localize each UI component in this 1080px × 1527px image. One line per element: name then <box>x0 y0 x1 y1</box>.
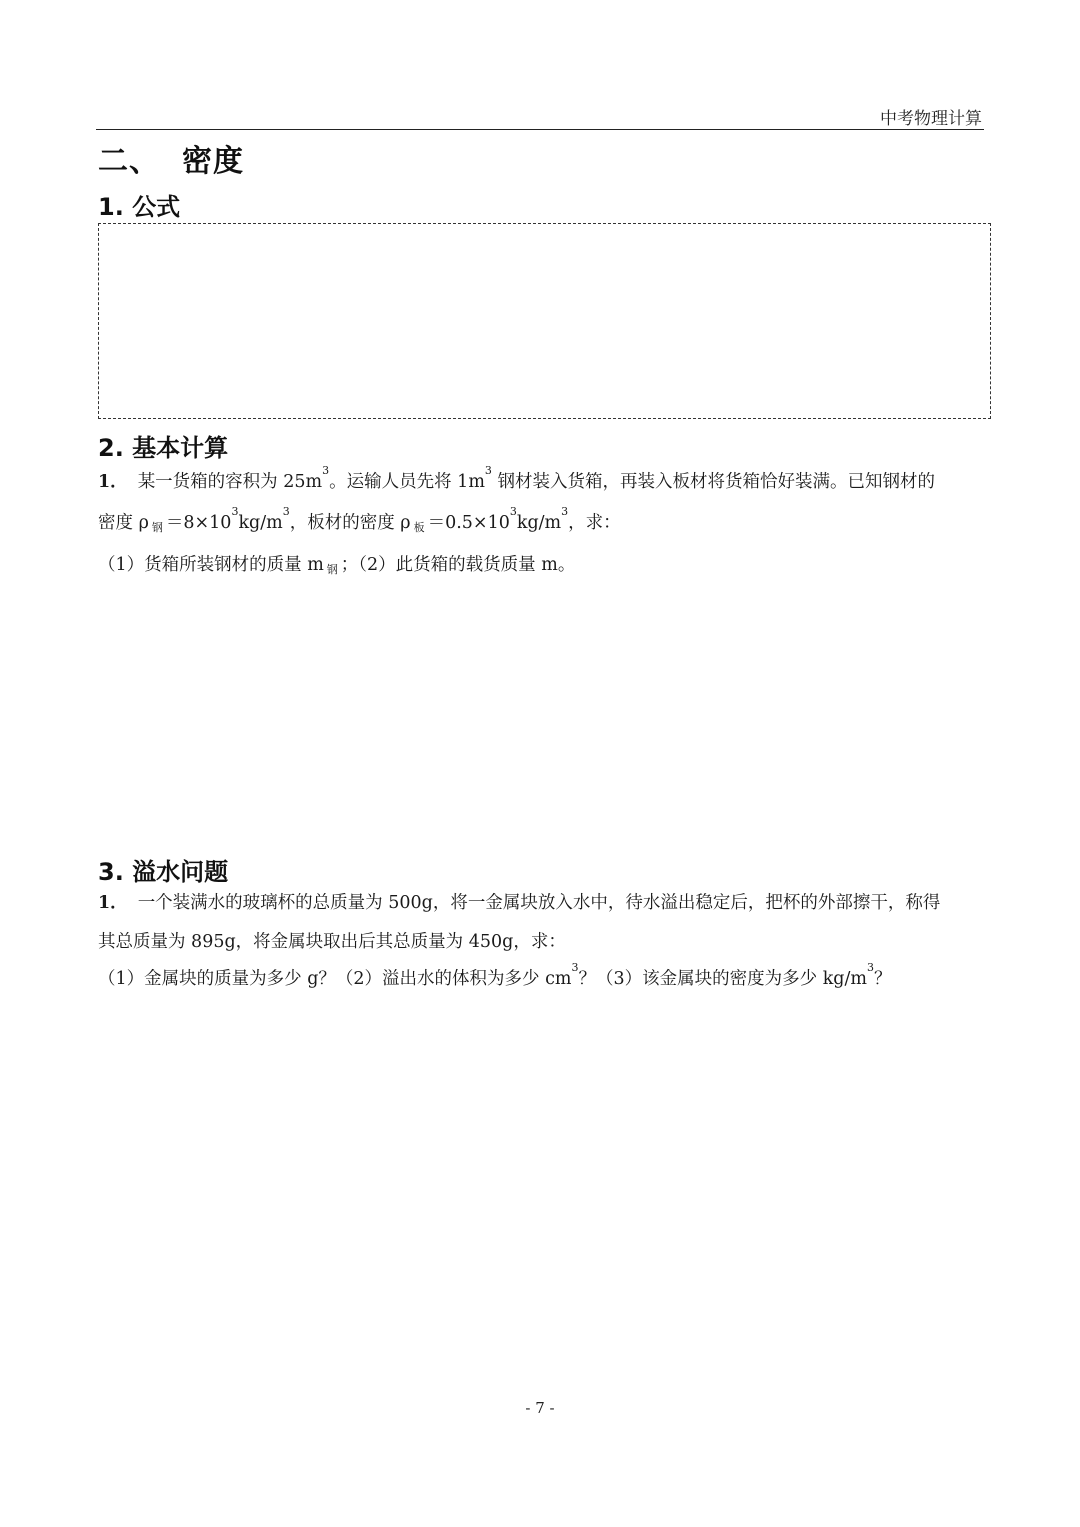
text: （1）货箱所装钢材的质量 m <box>98 555 324 575</box>
text: 。运输人员先将 1m <box>329 472 485 492</box>
subscript: 钢 <box>326 563 338 576</box>
text: 密度 ρ <box>98 513 149 533</box>
section-basic-title: 2. 基本计算 <box>98 434 229 462</box>
formula-answer-box <box>98 223 991 419</box>
section-overflow-title: 3. 溢水问题 <box>98 858 229 886</box>
superscript: 3 <box>282 505 290 518</box>
section-formula-title: 1. 公式 <box>98 193 181 221</box>
superscript: 3 <box>571 961 579 974</box>
superscript: 3 <box>484 464 492 477</box>
superscript: 3 <box>231 505 239 518</box>
problem2-line1 <box>98 889 940 914</box>
text: ，板材的密度 ρ <box>289 513 411 533</box>
header-divider <box>96 129 984 130</box>
text: ＝8×10 <box>165 513 232 533</box>
chapter-title: 密度 <box>182 144 244 179</box>
text: ？ <box>874 969 892 989</box>
problem2-number: 1． <box>98 893 128 913</box>
page-number: - 7 - <box>525 1399 555 1417</box>
superscript: 3 <box>322 464 330 477</box>
chapter-number: 二、 <box>98 144 160 179</box>
subscript: 板 <box>413 521 425 534</box>
text: ，求： <box>568 513 621 533</box>
text: ？（3）该金属块的密度为多少 kg/m <box>578 969 867 989</box>
superscript: 3 <box>867 961 874 974</box>
problem2-line2 <box>98 928 566 953</box>
problem1-line1 <box>98 464 935 493</box>
text: 一个装满水的玻璃杯的总质量为 500g，将一金属块放入水中，待水溢出稳定后，把杯的外部擦干，称得 <box>137 893 941 913</box>
text: 钢材装入货箱，再装入板材将货箱恰好装满。已知钢材的 <box>491 472 935 492</box>
subscript: 钢 <box>151 521 163 534</box>
text: （1）金属块的质量为多少 g？（2）溢出水的体积为多少 cm <box>98 969 572 989</box>
problem1-line3 <box>98 551 575 576</box>
superscript: 3 <box>509 505 517 518</box>
text: ；（2）此货箱的载货质量 m。 <box>340 555 576 575</box>
text: ＝0.5×10 <box>427 513 510 533</box>
superscript: 3 <box>561 505 569 518</box>
text: kg/m <box>238 513 283 533</box>
text: 其总质量为 895g，将金属块取出后其总质量为 450g，求： <box>98 932 566 952</box>
problem1-number: 1． <box>98 472 128 492</box>
chapter-heading <box>98 136 244 180</box>
header-title: 中考物理计算 <box>880 109 982 129</box>
text: kg/m <box>516 513 562 533</box>
problem2-line3 <box>98 961 892 990</box>
problem1-line2 <box>98 505 621 534</box>
text: 某一货箱的容积为 25m <box>137 472 323 492</box>
